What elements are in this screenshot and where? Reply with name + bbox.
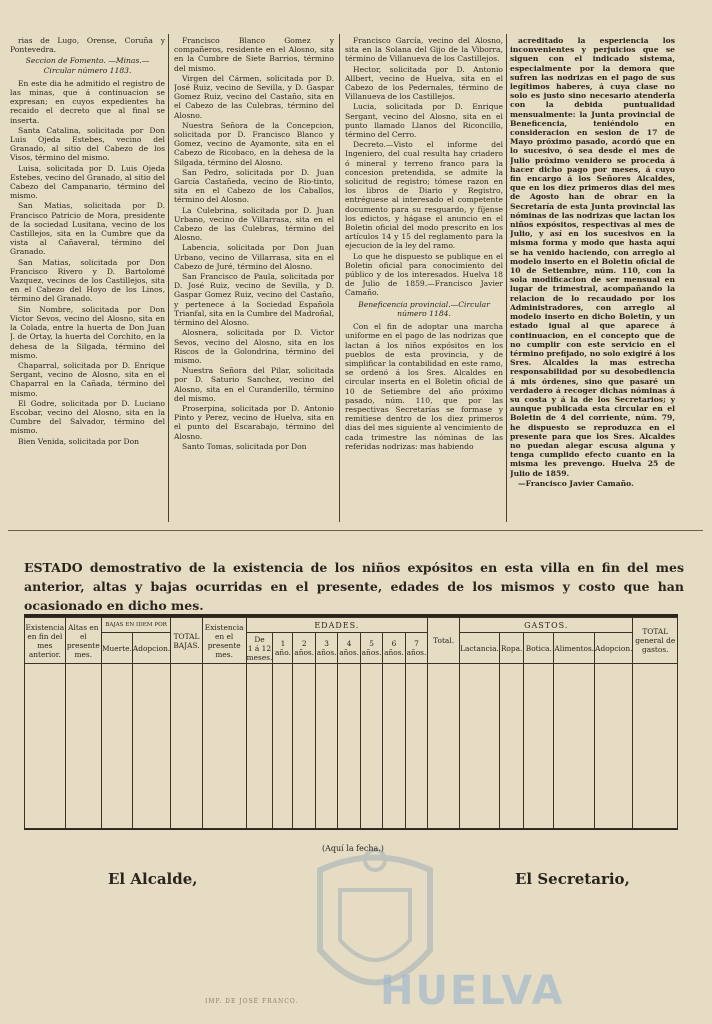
- section-heading: Beneficencia provincial.—Circular número 1184.: [358, 299, 490, 318]
- paragraph: Lucia, solicitada por D. Enrique Sergant, vecino del Alosno, sita en el punto llamado Llanos del Riconcillo, término del Cerro.: [345, 102, 503, 140]
- estado-title: ESTADO demostrativo de la existencia de los niños expósitos en esta villa en fin del mes anterior, altas y bajas ocurridas en el presente, edades de los mismos y costo que han ocasionado en dicho mes.: [24, 560, 684, 613]
- paragraph: Lo que he dispuesto se publique en el Boletin oficial para conocimiento del público y de los interesados. Huelva 18 de Julio de 1859.—Francisco Javier Camaño.: [345, 251, 503, 298]
- header-botica: Botica.: [524, 633, 554, 664]
- column-divider: [506, 34, 507, 522]
- table-cell: [293, 664, 315, 829]
- table-row: [25, 664, 678, 829]
- header-adopcion: Adopcion.: [132, 633, 170, 664]
- paragraph: Chaparral, solicitada por D. Enrique Sergant, vecino de Alosno, sita en el Chaparral en la Cañada, término del mismo.: [10, 360, 165, 398]
- header-1-12-label: 1 á 12 meses.: [246, 643, 273, 662]
- paragraph: La Culebrina, solicitada por D. Juan Urbano, vecino de Villarrasa, sita en el Cabezo de las Culebras, término del Alosno.: [174, 205, 334, 243]
- table-cell: [633, 664, 678, 829]
- header-total-bajas: [171, 618, 203, 664]
- table-cell: [524, 664, 554, 829]
- paragraph: Decreto.—Visto el informe del Ingeniero, del cual resulta hay criadero ó mineral y terreno franco para la concesion pretendida, se admite la solicitud de registro; tómese razon en los libros de Diario y Registro, entréguese al interesado el competente documento para su resguardo, y fíjense los edictos, y hágase el anuncio en el Boletin oficial del modo prescrito en los artículos 14 y 15 del reglamento para la ejecucion de la ley del ramo.: [345, 140, 503, 251]
- paragraph: Alosnera, solicitada por D. Victor Sevos, vecino del Alosno, sita en los Riscos de la Golondrina, término del mismo.: [174, 328, 334, 365]
- alcalde-signature-label: El Alcalde,: [108, 870, 198, 888]
- header-edades-group: EDADES.: [246, 618, 428, 633]
- secretario-signature-label: El Secretario,: [515, 870, 630, 888]
- paragraph: —Francisco Javier Camaño.: [518, 478, 634, 488]
- table-cell: [499, 664, 523, 829]
- table-cell: [65, 664, 101, 829]
- paragraph: San Matias, solicitada por Don Francisco Rivero y D. Bartolomé Vazquez, vecinos de los Castillejos, sita en el Cabezo del Hoyo de los Linos, término del Granado.: [10, 257, 165, 304]
- paragraph: Hector, solicitada por D. Antonio Allbert, vecino de Huelva, sita en el Cabezo de los Pedernales, término de Villanueva de los Castillejos.: [345, 64, 503, 102]
- table-cell: [171, 664, 203, 829]
- table-cell: [428, 664, 460, 829]
- paragraph: El Godre, solicitada por D. Luciano Escobar, vecino del Alosno, sita en la Cumbre del Salvador, término del mismo.: [10, 398, 165, 436]
- header-existencia-presente: Existencia en el presente mes.: [202, 618, 246, 664]
- header-adopcion-gasto: Adopcion.: [595, 633, 633, 664]
- printer-imprint: IMP. DE JOSÉ FRANCO.: [205, 998, 299, 1005]
- table-cell: [554, 664, 595, 829]
- header-edad-1: 1 año.: [273, 633, 293, 664]
- header-edad-1-12: [246, 633, 273, 664]
- table-cell: [595, 664, 633, 829]
- header-edad-6: 6 años.: [383, 633, 405, 664]
- table-cell: [273, 664, 293, 829]
- paragraph: San Pedro, solicitada por D. Juan García Castañeda, vecino de Rio-tinto, sita en el Cabezo de los Caballos, término del Alosno.: [174, 167, 334, 205]
- header-edad-4: 4 años.: [338, 633, 360, 664]
- text-column-4: [510, 36, 675, 516]
- date-placeholder: (Aquí la fecha.): [322, 844, 384, 853]
- estado-table-frame: [24, 614, 678, 830]
- table-cell: [25, 664, 66, 829]
- header-existencia-anterior: Existencia en fin del mes anterior.: [25, 618, 66, 664]
- paragraph: San Matias, solicitada por D. Francisco Patricio de Mora, presidente de la sociedad Lusitana, vecino de los Castillejos, sita en la Cumbre que da vista al Cañaveral, término del Granado.: [10, 201, 165, 257]
- huelva-watermark: HUELVA: [380, 968, 565, 1014]
- header-total-edades: Total.: [428, 618, 460, 664]
- header-alimentos: Alimentos.: [554, 633, 595, 664]
- paragraph: Santo Tomas, solicitada por Don: [182, 441, 307, 451]
- header-edad-2: 2 años.: [293, 633, 315, 664]
- paragraph: Labencia, solicitada por Don Juan Urbano, vecino de Villarrasa, sita en el Cabezo de Juré, término del Alosno.: [174, 243, 334, 271]
- table-cell: [383, 664, 405, 829]
- header-total-label: TOTAL: [173, 631, 200, 641]
- paragraph: Nuestra Señora de la Concepcion, solicitada por D. Francisco Blanco y Gomez, vecino de Ayamonte, sita en el Cabezo de Ricobaco, en la dehesa de la Silgada, término del Alosno.: [174, 120, 334, 167]
- paragraph: Virgen del Cármen, solicitada por D. José Ruiz, vecino de Sevilla, y D. Gaspar Gomez Ruiz, vecino del Castaño, sita en el Cabezo de las Culebras, término del Alosno.: [174, 73, 334, 120]
- table-cell: [315, 664, 337, 829]
- text-column-3: [345, 36, 503, 516]
- section-heading: Seccion de Fomento. —Minas.—Circular número 1183.: [25, 56, 150, 75]
- header-bajas-group: BAJAS EN IDEM POR: [101, 618, 170, 633]
- text-column-1: [10, 36, 165, 516]
- column-divider: [168, 34, 169, 522]
- estado-table: [24, 617, 678, 829]
- header-edad-7: 7 años.: [405, 633, 427, 664]
- table-cell: [132, 664, 170, 829]
- header-muerte: Muerte.: [101, 633, 132, 664]
- paragraph: rias de Lugo, Orense, Coruña y Pontevedra.: [10, 36, 165, 55]
- text-column-2: [174, 36, 334, 516]
- table-cell: [246, 664, 273, 829]
- paragraph: Bien Venida, solicitada por Don: [18, 436, 140, 446]
- paragraph: San Francisco de Paula, solicitada por D. José Ruiz, vecino de Sevilla, y D. Gaspar Gomez Ruiz, vecino del Castaño, y pertenece á la Sociedad Española Trianfal, sita en la Cumbre del Madroñal, término del Alosno.: [174, 272, 334, 328]
- header-ropa: Ropa.: [499, 633, 523, 664]
- header-altas: Altas en el presente mes.: [65, 618, 101, 664]
- paragraph: En este dia he admitido el registro de las minas, que á continuacion se expresan; en cuyos expedientes ha recaido el decreto que al final se inserta.: [10, 78, 165, 125]
- table-cell: [202, 664, 246, 829]
- header-de-label: De: [254, 634, 265, 644]
- paragraph: Con el fin de adoptar una marcha uniforme en el pago de las nodrizas que lactan á los niños expósitos en los pueblos de esta provincia, y de simplificar la contabilidad en este ramo, se ordenó á los Sres. Alcaldes en circular inserta en el Boletin oficial de 10 de Setiembre del año próximo pasado, núm. 110, que por las respectivas Secretarías se formase y remitiese dentro de los diez primeros dias del mes siguiente al vencimiento de cada trimestre las nóminas de las referidas nodrizas: mas habiendo: [345, 322, 503, 451]
- paragraph: Nuestra Señora del Pilar, solicitada por D. Saturio Sanchez, vecino del Alosno, sita en el Curanderillo, término del mismo.: [174, 366, 334, 403]
- header-total-general: TOTAL general de gastos.: [633, 618, 678, 664]
- paragraph: Francisco Blanco Gomez y compañeros, residente en el Alosno, sita en la Cumbre de Siete Barrios, término del mismo.: [174, 36, 334, 73]
- paragraph: Francisco García, vecino del Alosno, sita en la Solana del Gijo de la Viborra, término de Villanueva de los Castillejos.: [345, 36, 503, 64]
- header-lactancia: Lactancia.: [460, 633, 500, 664]
- header-bajas-label: BAJAS.: [173, 640, 200, 650]
- column-divider: [339, 34, 340, 522]
- paragraph: Sin Nombre, solicitada por Don Victor Sevos, vecino del Alosno, sita en la Colada, entre la huerta de Don Juan J. de Ortay, la huerta del Corchito, en la dehesa de la Silgada, término del mismo.: [10, 304, 165, 360]
- paragraph: Proserpina, solicitada por D. Antonio Pinto y Perez, vecino de Huelva, sita en el punto del Escarabajo, término del Alosno.: [174, 403, 334, 441]
- table-cell: [460, 664, 500, 829]
- paragraph: Santa Catalina, solicitada por Don Luis Ojeda Estebes, vecino del Granado, al sitio del Cabezo de los Visos, término del mismo.: [10, 125, 165, 163]
- header-edad-3: 3 años.: [315, 633, 337, 664]
- table-cell: [101, 664, 132, 829]
- paragraph: acreditado la esperiencia los inconvenientes y perjuicios que se siguen con el indicado sistema, especialmente por la demora que sufren las nodrizas en el pago de sus legítimos haberes, á cuya clase no solo es justo sino necesario atenderla con la debida puntualidad mensualmente: la Junta provincial de Beneficencia, teniéndolo en consideracion en sesion de 17 de Mayo próximo pasado, acordó que en lo sucesivo, ó sea desde el mes de Julio próximo venidero se proceda á hacer dicho pago por meses, á cuyo fin encargo á los Señores Alcaldes, que en los diez primeros dias del mes de Agosto han de obrar en la Secretaría de esta Junta provincial las nóminas de las nodrizas que lactan los niños expósitos, respectivas al mes de Julio, y así en los sucesivos en la misma forma y modo que hasta aquí se ha venido haciendo, con arreglo al modelo inserto en el Boletin oficial de 10 de Setiembre, núm. 110, con la sola modificacion de ser mensual en lugar de trimestral, acompañando la relacion de lo recaudado por los Administradores, con arreglo al modelo inserto en dicho Boletin, y un estado igual al que aparece á continuacion, en el concepto que de no cumplir con este servicio en el término prefijado, no solo exigiré á los Sres. Alcaldes la mas estrecha responsabilidad por su desobediencia á mis órdenes, sino que pasaré un verdadero á recoger dichas nóminas á su costa y á la de los Secretarios; y aunque publicada esta circular en el Boletin de 4 del corriente, núm. 79, he dispuesto se reproduzca en el presente para que los Sres. Alcaldes no puedan alegar escusa alguna y tenga cumplido efecto cuanto en la misma les prevengo. Huelva 25 de Julio de 1859.: [510, 36, 675, 478]
- paragraph: Luisa, solicitada por D. Luis Ojeda Estebes, vecino del Granado, al sitio del Cabezo del Campanario, término del mismo.: [10, 163, 165, 201]
- section-divider: [8, 530, 703, 531]
- table-cell: [360, 664, 382, 829]
- header-gastos-group: GASTOS.: [460, 618, 633, 633]
- table-cell: [338, 664, 360, 829]
- table-cell: [405, 664, 427, 829]
- header-edad-5: 5 años.: [360, 633, 382, 664]
